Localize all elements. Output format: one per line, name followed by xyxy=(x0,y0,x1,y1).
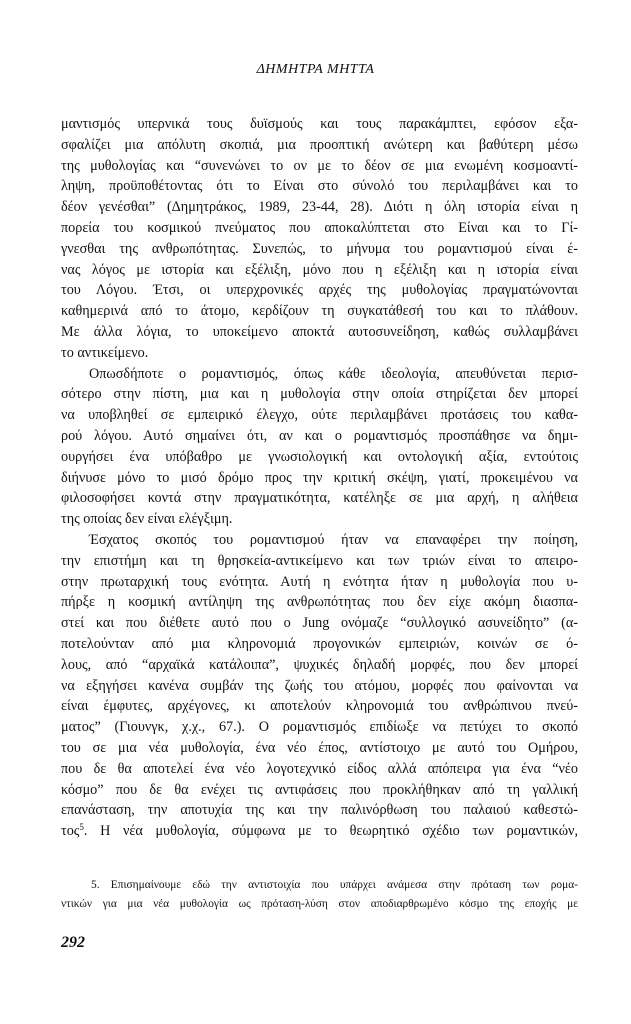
text-line: φιλοσοφήσει κοντά στην πραγματικότητα, κατέληξε σε μια αρχή, η αλήθεια xyxy=(61,490,578,507)
text-line: του Λόγου. Έτσι, οι υπερχρονικές αρχές της μυθολογίας πραγματώνονται xyxy=(61,282,578,299)
footnote-marker[interactable]: 5 xyxy=(79,822,84,833)
text-line: ρού λόγου. Αυτό σημαίνει ότι, αν και ο ρομαντισμός προσπάθησε να δημι- xyxy=(61,427,578,444)
text-fragment: . Η νέα μυθολογία, σύμφωνα με το θεωρητικό σχέδιο των ρομαντικών, xyxy=(83,823,578,840)
text-fragment: τος xyxy=(61,823,80,840)
footnote-line: 5. Επισημαίνουμε εδώ την αντιστοιχία που υπάρχει ανάμεσα στην πρόταση των ρομα- xyxy=(91,879,578,891)
text-line-with-note xyxy=(61,821,578,842)
paragraph-3 xyxy=(61,530,578,842)
text-line: να υποβληθεί σε εμπειρικό έλεγχο, ούτε περιλαμβάνει προτάσεις του καθα- xyxy=(61,407,578,424)
text-line: ποτελούνταν από μια κληρονομιά προγονικών εμπειριών, κοινών σε ό- xyxy=(61,635,578,652)
text-line: επανάσταση, την αποτυχία της και την παλινόρθωση του παλαιού καθεστώ- xyxy=(61,802,578,819)
footnote-line: ντικών για μια νέα μυθολογία ως πρόταση-λύση στον αποδιαρθρωμένο κόσμο της εποχής με xyxy=(61,898,578,910)
text-line: νας λόγος με ιστορία και εξέλιξη, μόνο που η εξέλιξη και η ιστορία είναι xyxy=(61,261,578,278)
text-line: κόσμο” που δε θα ενέχει τις αντιφάσεις που προκλήθηκαν από τη γαλλική xyxy=(61,781,578,798)
text-line: πήρξε η κοσμική αντίληψη της ανθρωπότητας που δεν είχε ακόμη διασπα- xyxy=(61,594,578,611)
text-line: Με άλλα λόγια, το υποκείμενο αποκτά αυτοσυνείδηση, καθώς συλλαμβάνει xyxy=(61,323,578,340)
running-head-author: ΔΗΜΗΤΡΑ ΜΗΤΤΑ xyxy=(256,62,375,77)
text-line: που δε θα αποτελεί ένα νέο λογοτεχνικό είδος αλλά απόπειρα για ένα “νέο xyxy=(61,760,578,777)
text-line: του σε μια νέα μυθολογία, ένα νέο έπος, αντίστοιχο με αυτό του Ομήρου, xyxy=(61,739,578,756)
page-number: 292 xyxy=(61,934,85,951)
text-line: το αντικείμενο. xyxy=(61,344,149,361)
text-line: διήνυσε μόνο το μισό δρόμο προς την κριτική σκέψη, γιατί, προκειμένου να xyxy=(61,469,578,486)
text-line: της οποίας δεν είναι ελέγξιμη. xyxy=(61,511,233,528)
text-line: μαντισμός υπερνικά τους δυϊσμούς και τους παρακάμπτει, εφόσον εξα- xyxy=(61,116,578,132)
text-line: δέον γενέσθαι” (Δημητράκος, 1989, 23-44, 28). Διότι η όλη ιστορία είναι η xyxy=(61,199,578,216)
text-line: να εξηγήσει κανένα συμβάν της ζωής του ατόμου, μορφές που φαίνονται να xyxy=(61,677,578,694)
text-line: καθημερινά από το άτομο, κερδίζουν τη συγκατάθεσή του και το πλάθουν. xyxy=(61,303,578,320)
text-line: λους, από “αρχαϊκά κατάλοιπα”, ψυχικές δηλαδή μορφές, που δεν μπορεί xyxy=(61,656,578,673)
text-line: την επιστήμη και τη θρησκεία-αντικείμενο και των τριών είναι το απειρο- xyxy=(61,552,578,569)
text-line: σφαλίζει μια απόλυτη σκοπιά, μια προοπτική ανώτερη και βαθύτερη μέσω xyxy=(61,136,578,153)
text-line: της μυθολογίας και “συνενώνει το ον με το δέον σε μια ενωμένη κοσμοαντί- xyxy=(61,157,578,174)
footnote-5 xyxy=(61,876,578,914)
text-line: ληψη, προϋποθέτοντας ότι το Είναι στο σύνολό του περιλαμβάνει και το xyxy=(61,178,578,195)
text-line: γνεσθαι της ανθρωπότητας. Συνεπώς, το μήνυμα του ρομαντισμού είναι έ- xyxy=(61,240,578,257)
paragraph-1 xyxy=(61,114,578,364)
text-line: ματος” (Γιουνγκ, χ.χ., 67.). Ο ρομαντισμός επιδίωξε να πετύχει το σκοπό xyxy=(61,719,578,736)
text-line: Οπωσδήποτε ο ρομαντισμός, όπως κάθε ιδεολογία, απευθύνεται περισ- xyxy=(89,365,578,382)
text-line: Έσχατος σκοπός του ρομαντισμού ήταν να επαναφέρει την ποίηση, xyxy=(89,531,578,548)
text-line: στην πρωταρχική τους ενότητα. Αυτή η ενότητα ήταν η μυθολογία που υ- xyxy=(61,573,578,590)
main-text xyxy=(61,114,578,842)
text-line: ουργήσει ένα υπόβαθρο με γνωσιολογική και οντολογική αξία, εντούτοις xyxy=(61,448,578,465)
text-line: σότερο στην πίστη, μια και η μυθολογία στην οποία στηρίζεται δεν μπορεί xyxy=(61,386,578,403)
text-line: πορεία του κοσμικού πνεύματος που αποκαλύπτεται στο Είναι και το Γί- xyxy=(61,219,578,236)
paragraph-2 xyxy=(61,364,578,530)
text-line: στεί και που διέθετε αυτό που ο Jung ονόμαζε “συλλογικό ασυνείδητο” (α- xyxy=(61,615,578,632)
text-line: είναι έμφυτες, αρχέγονες, κι αποτελούν κληρονομιά του ανθρώπινου πνεύ- xyxy=(61,698,578,715)
